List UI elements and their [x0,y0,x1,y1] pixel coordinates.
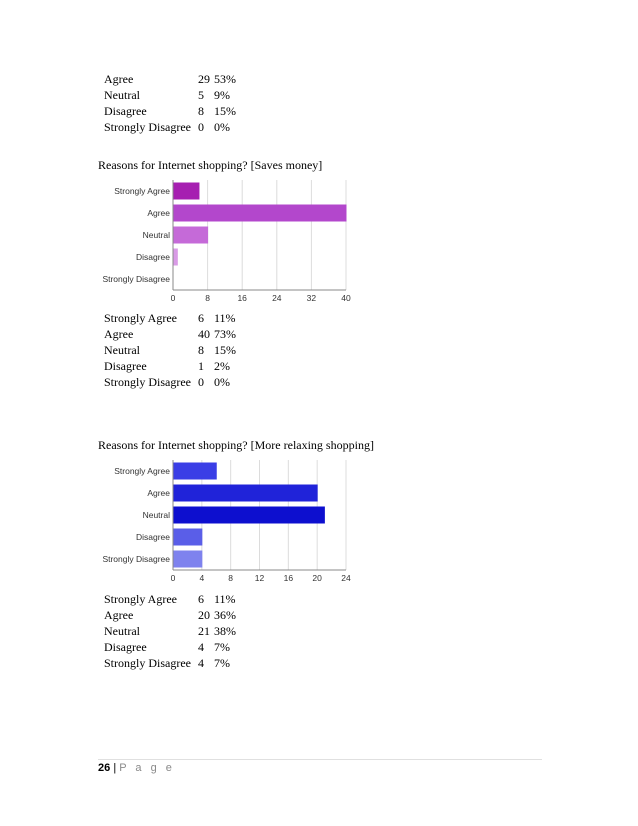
row-label: Neutral [104,343,140,357]
page-word: P a g e [119,762,175,774]
category-label: Strongly Disagree [102,554,170,564]
category-label: Neutral [142,510,170,520]
bar [174,551,203,568]
table-row [104,623,240,639]
x-tick-label: 4 [199,573,205,583]
bar [174,249,178,266]
footer-rule [98,759,542,760]
x-tick-label: 0 [170,293,176,303]
row-label: Agree [104,72,134,86]
table-row [104,639,240,655]
table-row [104,374,240,390]
table-row [104,358,240,374]
row-label: Agree [104,608,134,622]
row-count: 40 [198,327,210,341]
table-row [104,607,240,623]
bar [174,205,347,222]
row-percent: 0% [214,375,230,389]
row-percent: 0% [214,120,230,134]
row-percent: 38% [214,624,236,638]
section2-title: Reasons for Internet shopping? [More relaxing shopping] [98,438,374,452]
row-percent: 36% [214,608,236,622]
row-percent: 53% [214,72,236,86]
x-tick-label: 8 [228,573,234,583]
row-label: Strongly Disagree [104,375,191,389]
bar [174,183,200,200]
row-count: 6 [198,592,204,606]
row-count: 8 [198,104,204,118]
page-footer [98,762,175,774]
table-row [104,119,240,135]
row-count: 20 [198,608,210,622]
row-count: 6 [198,311,204,325]
row-count: 0 [198,120,204,134]
relaxing-shopping-table [104,591,240,671]
category-label: Strongly Agree [114,186,170,196]
category-label: Strongly Disagree [102,274,170,284]
relaxing-shopping-chart [96,458,386,588]
table-row [104,591,240,607]
row-percent: 15% [214,104,236,118]
row-label: Strongly Agree [104,592,177,606]
category-label: Disagree [135,532,170,542]
category-label: Agree [147,208,170,218]
table-row [104,655,240,671]
bar [174,463,217,480]
row-count: 0 [198,375,204,389]
row-label: Strongly Agree [104,311,177,325]
row-count: 29 [198,72,210,86]
x-tick-label: 24 [341,573,351,583]
row-label: Agree [104,327,134,341]
row-percent: 7% [214,640,230,654]
category-label: Disagree [135,252,170,262]
row-percent: 15% [214,343,236,357]
bar [174,529,203,546]
category-label: Agree [147,488,170,498]
row-count: 4 [198,640,204,654]
footer-separator: | [113,762,117,774]
category-label: Strongly Agree [114,466,170,476]
top-results-table [104,71,240,135]
row-label: Disagree [104,359,147,373]
table-row [104,103,240,119]
bar [174,485,318,502]
x-tick-label: 16 [283,573,294,583]
bar [174,227,209,244]
row-percent: 7% [214,656,230,670]
row-label: Disagree [104,104,147,118]
row-percent: 11% [214,592,236,606]
bar [174,507,325,524]
row-percent: 11% [214,311,236,325]
row-label: Strongly Disagree [104,656,191,670]
row-count: 1 [198,359,204,373]
row-label: Neutral [104,88,140,102]
saves-money-table [104,310,240,390]
table-row [104,310,240,326]
row-count: 4 [198,656,204,670]
x-tick-label: 0 [170,573,176,583]
row-count: 5 [198,88,204,102]
page-number: 26 [98,762,111,774]
x-tick-label: 16 [237,293,247,303]
row-label: Disagree [104,640,147,654]
x-tick-label: 20 [312,573,322,583]
table-row [104,326,240,342]
row-label: Neutral [104,624,140,638]
table-row [104,342,240,358]
table-row [104,87,240,103]
x-tick-label: 40 [341,293,351,303]
row-count: 21 [198,624,210,638]
row-percent: 2% [214,359,230,373]
row-percent: 73% [214,327,236,341]
saves-money-chart [96,178,386,308]
x-tick-label: 24 [272,293,282,303]
section1-title: Reasons for Internet shopping? [Saves money] [98,158,323,172]
table-row [104,71,240,87]
row-percent: 9% [214,88,230,102]
row-label: Strongly Disagree [104,120,191,134]
x-tick-label: 32 [306,293,317,303]
category-label: Neutral [142,230,170,240]
row-count: 8 [198,343,204,357]
x-tick-label: 8 [205,293,210,303]
x-tick-label: 12 [254,573,265,583]
